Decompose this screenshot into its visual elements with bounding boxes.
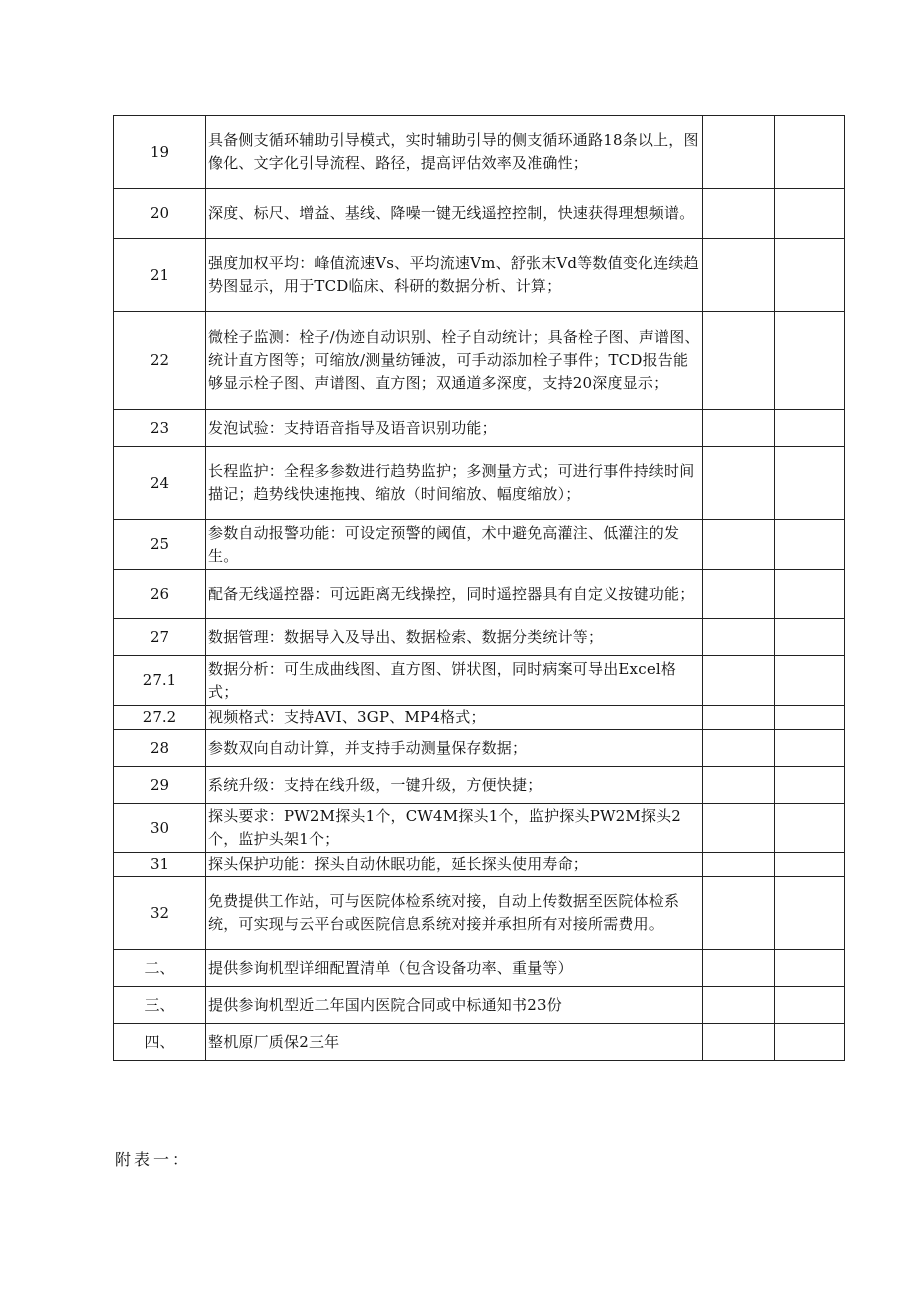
row-number: 24 [114,447,206,520]
blank-cell [775,619,845,656]
row-number: 19 [114,116,206,189]
appendix-label: 附表一： [115,1150,192,1169]
row-number: 20 [114,189,206,239]
row-number: 28 [114,730,206,767]
row-description: 深度、标尺、增益、基线、降噪一键无线遥控控制，快速获得理想频谱。 [206,189,703,239]
section-number: 四、 [114,1024,206,1061]
blank-cell [703,189,775,239]
blank-cell [703,570,775,619]
table-row [114,570,845,619]
table-row [114,189,845,239]
table-row [114,410,845,447]
table-row [114,877,845,950]
row-description: 长程监护：全程多参数进行趋势监护；多测量方式；可进行事件持续时间描记；趋势线快速拖拽、缩放（时间缩放、幅度缩放）； [206,447,703,520]
blank-cell [703,447,775,520]
blank-cell [703,312,775,410]
table-row [114,312,845,410]
row-description: 具备侧支循环辅助引导模式，实时辅助引导的侧支循环通路18条以上，图像化、文字化引导流程、路径，提高评估效率及准确性； [206,116,703,189]
blank-cell [703,950,775,987]
blank-cell [775,116,845,189]
row-number: 27.1 [114,656,206,706]
row-number: 25 [114,520,206,570]
section-description: 提供参询机型详细配置清单（包含设备功率、重量等） [206,950,703,987]
row-description: 探头保护功能：探头自动休眠功能，延长探头使用寿命； [206,853,703,877]
blank-cell [703,804,775,853]
blank-cell [775,1024,845,1061]
row-description: 系统升级：支持在线升级，一键升级，方便快捷； [206,767,703,804]
blank-cell [703,520,775,570]
blank-cell [703,706,775,730]
blank-cell [703,853,775,877]
table-row [114,656,845,706]
blank-cell [703,987,775,1024]
blank-cell [775,239,845,312]
blank-cell [775,410,845,447]
row-description: 参数双向自动计算，并支持手动测量保存数据； [206,730,703,767]
blank-cell [775,189,845,239]
blank-cell [775,730,845,767]
row-number: 31 [114,853,206,877]
section-description: 整机原厂质保2三年 [206,1024,703,1061]
table-row [114,520,845,570]
blank-cell [703,116,775,189]
row-number: 27 [114,619,206,656]
blank-cell [775,656,845,706]
blank-cell [703,767,775,804]
row-number: 30 [114,804,206,853]
row-description: 数据分析：可生成曲线图、直方图、饼状图，同时病案可导出Excel格式； [206,656,703,706]
blank-cell [775,804,845,853]
blank-cell [775,570,845,619]
blank-cell [775,767,845,804]
section-number: 二、 [114,950,206,987]
row-description: 配备无线遥控器：可远距离无线操控，同时遥控器具有自定义按键功能； [206,570,703,619]
row-number: 26 [114,570,206,619]
blank-cell [775,877,845,950]
row-description: 微栓子监测：栓子/伪迹自动识别、栓子自动统计；具备栓子图、声谱图、统计直方图等；可缩放/测量纺锤波，可手动添加栓子事件；TCD报告能够显示栓子图、声谱图、直方图；双通道多深度，支持20深度显示； [206,312,703,410]
row-number: 22 [114,312,206,410]
row-description: 探头要求：PW2M探头1个，CW4M探头1个，监护探头PW2M探头2个，监护头架1个； [206,804,703,853]
table-row [114,987,845,1024]
blank-cell [775,950,845,987]
table-row [114,767,845,804]
table-row [114,730,845,767]
table-row [114,239,845,312]
row-number: 21 [114,239,206,312]
row-number: 23 [114,410,206,447]
blank-cell [775,312,845,410]
blank-cell [703,877,775,950]
section-number: 三、 [114,987,206,1024]
blank-cell [775,447,845,520]
table-row [114,116,845,189]
table-row [114,1024,845,1061]
blank-cell [775,853,845,877]
table-row [114,950,845,987]
blank-cell [703,410,775,447]
blank-cell [703,239,775,312]
blank-cell [703,730,775,767]
row-description: 发泡试验：支持语音指导及语音识别功能； [206,410,703,447]
table-row [114,619,845,656]
row-number: 27.2 [114,706,206,730]
blank-cell [775,987,845,1024]
table-row [114,447,845,520]
row-number: 29 [114,767,206,804]
table-row [114,706,845,730]
blank-cell [703,656,775,706]
row-number: 32 [114,877,206,950]
row-description: 强度加权平均：峰值流速Vs、平均流速Vm、舒张末Vd等数值变化连续趋势图显示，用于TCD临床、科研的数据分析、计算； [206,239,703,312]
row-description: 视频格式：支持AVI、3GP、MP4格式； [206,706,703,730]
row-description: 参数自动报警功能：可设定预警的阈值，术中避免高灌注、低灌注的发生。 [206,520,703,570]
spec-table [113,115,845,1061]
row-description: 免费提供工作站，可与医院体检系统对接，自动上传数据至医院体检系统，可实现与云平台或医院信息系统对接并承担所有对接所需费用。 [206,877,703,950]
blank-cell [775,520,845,570]
blank-cell [703,1024,775,1061]
row-description: 数据管理：数据导入及导出、数据检索、数据分类统计等； [206,619,703,656]
blank-cell [775,706,845,730]
section-description: 提供参询机型近二年国内医院合同或中标通知书23份 [206,987,703,1024]
blank-cell [703,619,775,656]
table-row [114,804,845,853]
table-row [114,853,845,877]
